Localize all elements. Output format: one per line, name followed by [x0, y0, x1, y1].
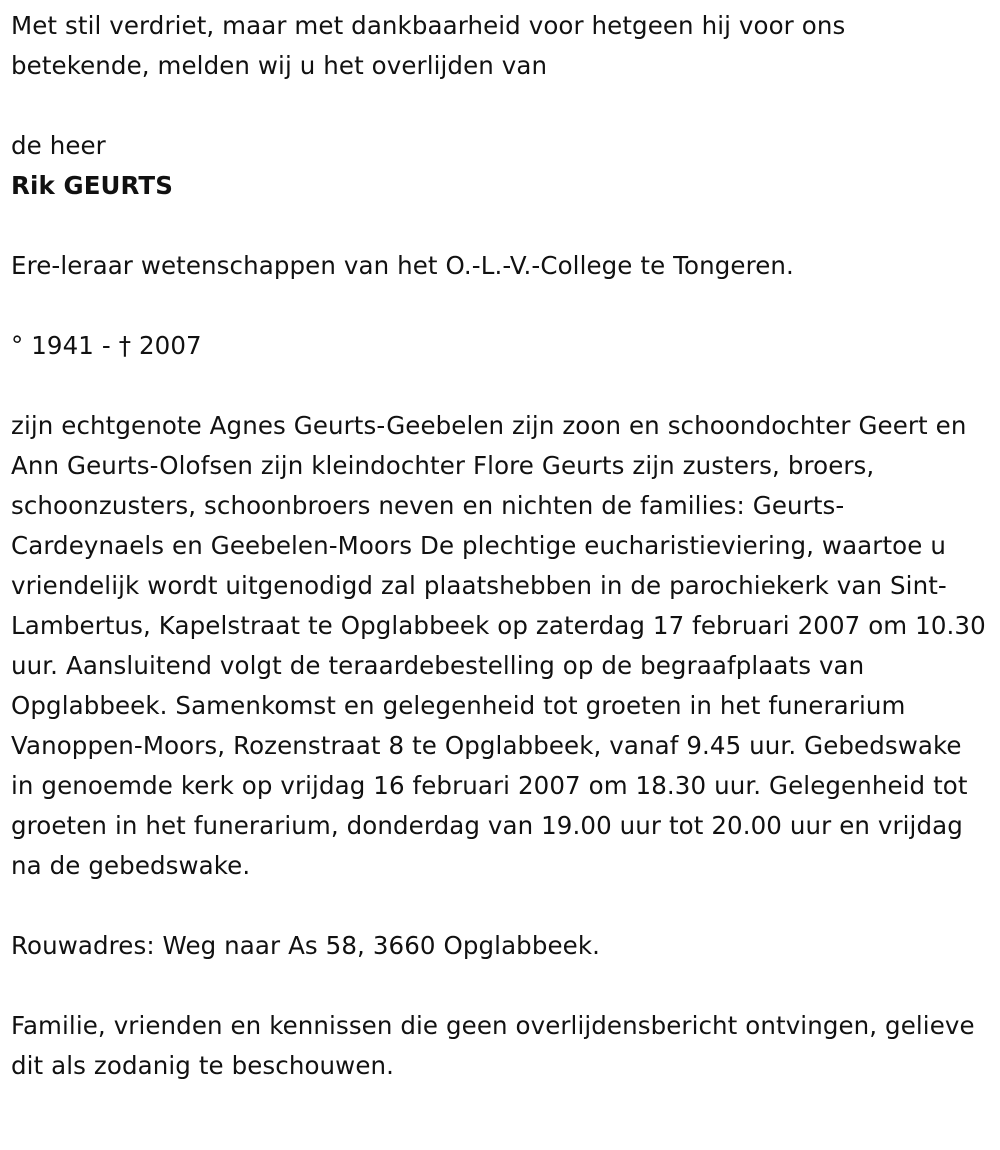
- spacer: [11, 966, 988, 1006]
- intro-text: Met stil verdriet, maar met dankbaarheid voor hetgeen hij voor ons betekende, melden wij u het overlijden van: [11, 11, 846, 80]
- spacer: [11, 206, 988, 246]
- spacer: [11, 366, 988, 406]
- life-dates: ° 1941 - † 2007: [11, 331, 202, 360]
- deceased-title: Ere-leraar wetenschappen van het O.-L.-V.-College te Tongeren.: [11, 251, 794, 280]
- spacer: [11, 86, 988, 126]
- spacer: [11, 886, 988, 926]
- honorific: de heer: [11, 131, 106, 160]
- spacer: [11, 286, 988, 326]
- closing-note: Familie, vrienden en kennissen die geen overlijdensbericht ontvingen, gelieve dit als zodanig te beschouwen.: [11, 1011, 975, 1080]
- mourning-address: Rouwadres: Weg naar As 58, 3660 Opglabbeek.: [11, 931, 601, 960]
- announcement-body: zijn echtgenote Agnes Geurts-Geebelen zijn zoon en schoondochter Geert en Ann Geurts-Olofsen zijn kleindochter Flore Geurts zijn zusters, broers, schoonzusters, schoonbroers neven en nichten de families: Geurts-Cardeynaels en Geebelen-Moors De plechtige eucharistieviering, waartoe u vriendelijk wordt uitgenodigd zal plaatshebben in de parochiekerk van Sint-Lambertus, Kapelstraat te Opglabbeek op zaterdag 17 februari 2007 om 10.30 uur. Aansluitend volgt de teraardebestelling op de begraafplaats van Opglabbeek. Samenkomst en gelegenheid tot groeten in het funerarium Vanoppen-Moors, Rozenstraat 8 te Opglabbeek, vanaf 9.45 uur. Gebedswake in genoemde kerk op vrijdag 16 februari 2007 om 18.30 uur. Gelegenheid tot groeten in het funerarium, donderdag van 19.00 uur tot 20.00 uur en vrijdag na de gebedswake.: [11, 411, 986, 880]
- deceased-name: Rik GEURTS: [11, 171, 173, 200]
